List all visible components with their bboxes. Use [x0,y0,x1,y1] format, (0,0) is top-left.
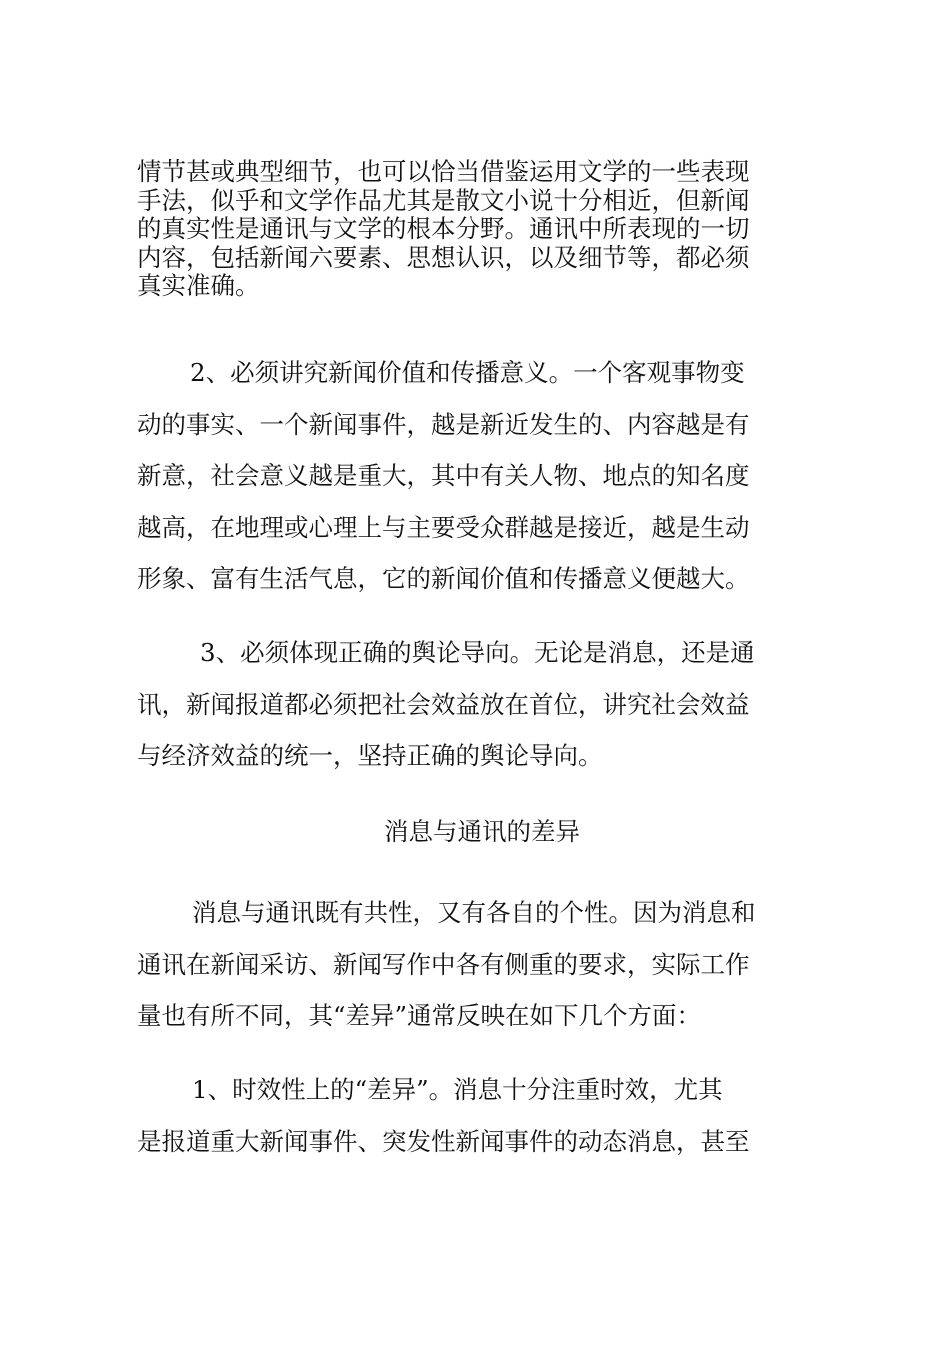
text-line: 新意，社会意义越是重大，其中有关人物、地点的知名度 [137,461,750,490]
text-line: 的真实性是通讯与文学的根本分野。通讯中所表现的一切 [137,214,750,243]
paragraph-timeliness [137,1064,827,1167]
text-line: 量也有所不同，其“差异”通常反映在如下几个方面： [137,1001,702,1030]
text-line: 形象、富有生活气息，它的新闻价值和传播意义便越大。 [137,564,750,593]
text-line: 内容，包括新闻六要素、思想认识，以及细节等，都必须 [137,242,750,272]
text-line: 与经济效益的统一，坚持正确的舆论导向。 [137,741,603,770]
paragraph-public-opinion [137,627,827,782]
paragraph-news-value [137,347,827,605]
text-line: 1、时效性上的“差异”。消息十分注重时效，尤其 [192,1075,723,1104]
text-line: 是报道重大新闻事件、突发性新闻事件的动态消息，甚至 [137,1126,750,1156]
text-line: 2、必须讲究新闻价值和传播意义。一个客观事物变 [190,358,745,387]
text-line: 真实准确。 [137,271,260,300]
section-heading: 消息与通讯的差异 [384,817,580,846]
text-line: 通讯在新闻采访、新闻写作中各有侧重的要求，实际工作 [137,949,750,979]
text-line: 消息与通讯既有共性，又有各自的个性。因为消息和 [192,898,756,927]
paragraph-differences-intro [137,887,827,1042]
text-line: 3、必须体现正确的舆论导向。无论是消息，还是通 [200,638,755,667]
paragraph-truthfulness-continued [137,158,827,301]
text-line: 越高，在地理或心理上与主要受众群越是接近，越是生动 [137,512,750,542]
text-line: 动的事实、一个新闻事件，越是新近发生的、内容越是有 [137,409,750,439]
text-line: 讯，新闻报道都必须把社会效益放在首位，讲究社会效益 [137,689,750,719]
text-line: 情节甚或典型细节，也可以恰当借鉴运用文学的一些表现 [137,157,750,186]
text-line: 手法，似乎和文学作品尤其是散文小说十分相近，但新闻 [137,185,750,215]
